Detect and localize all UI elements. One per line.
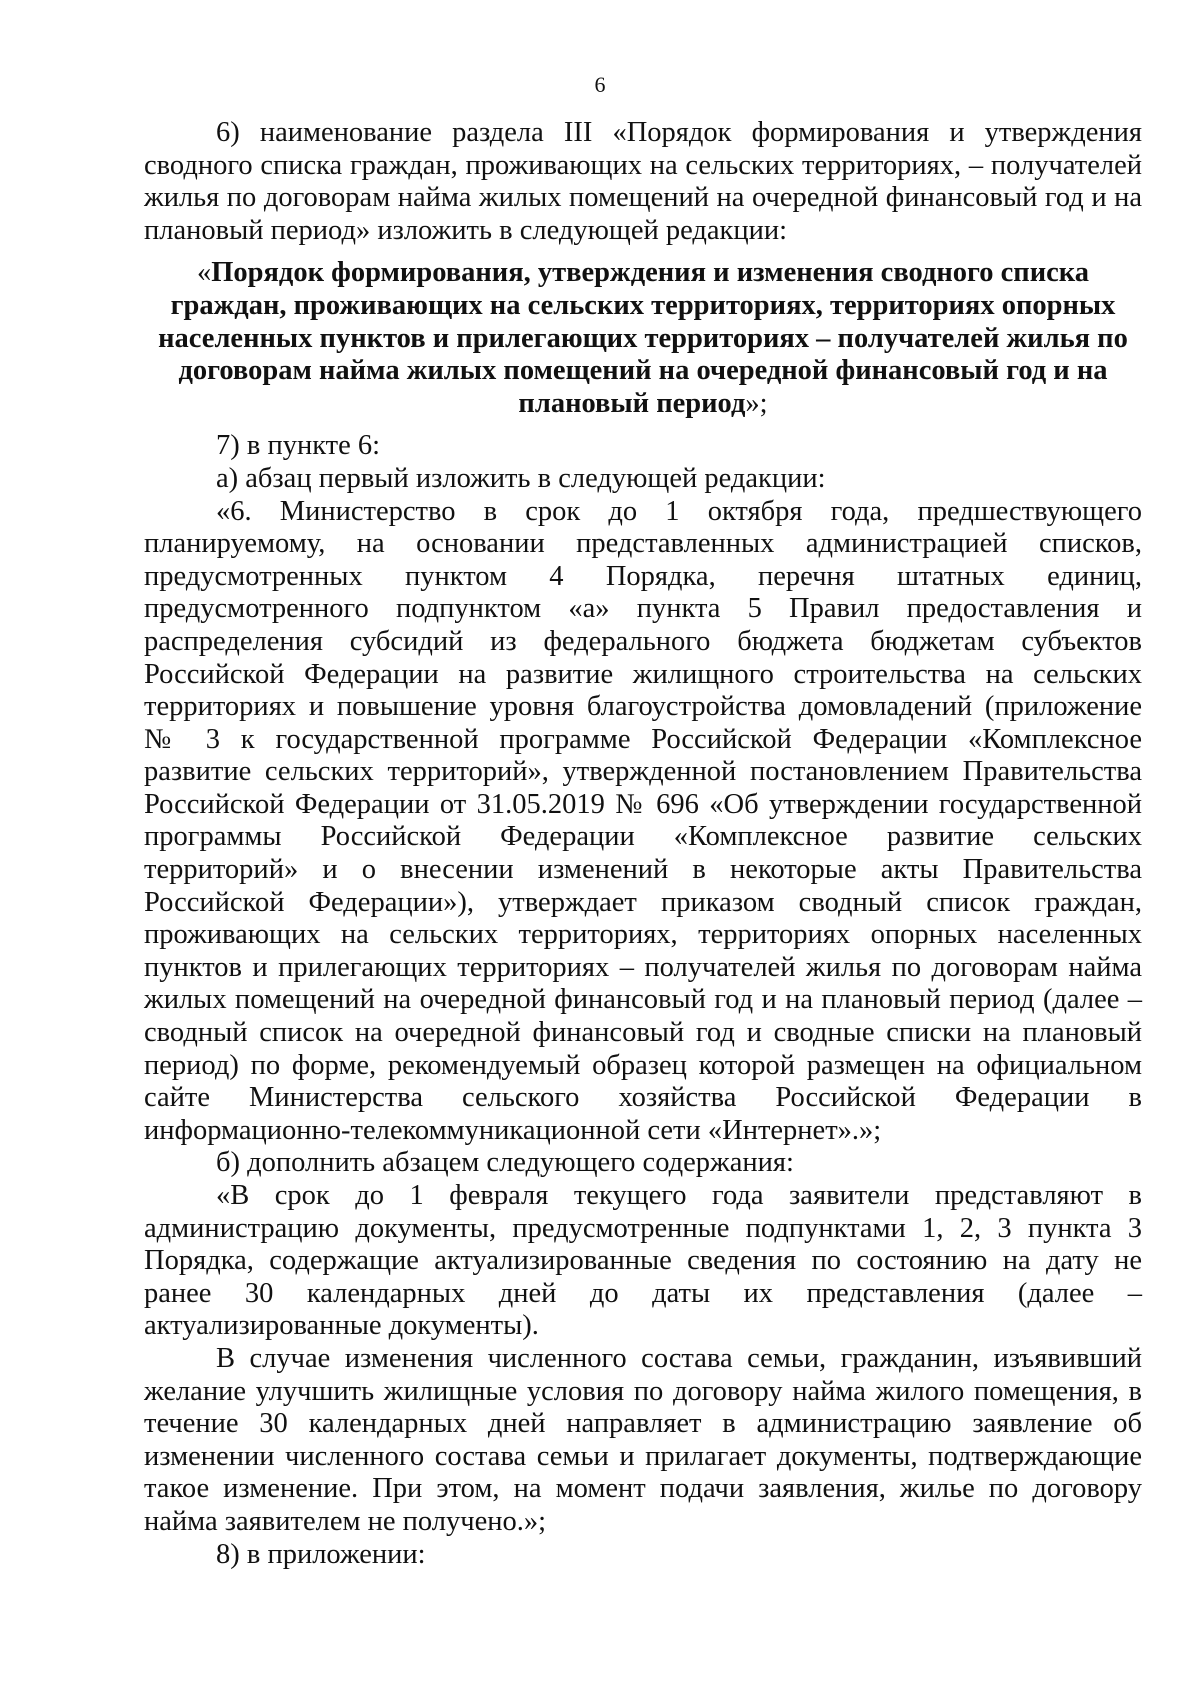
title-close-quote: »;	[745, 387, 768, 419]
title-open-quote: «	[196, 257, 212, 289]
paragraph-family-change: В случае изменения численного состава семьи, гражданин, изъявивший желание улучшить жилищные условия по договору найма жилого помещения, в течение 30 календарных дней направляет в администрацию заявление об изменении численного состава семьи и прилагает документы, подтверждающие такое изменение. При этом, на момент подачи заявления, жилье по договору найма заявителем не получено.»;	[144, 1342, 1142, 1537]
paragraph-subitem-a: а) абзац первый изложить в следующей редакции:	[216, 462, 826, 494]
paragraph-item-7: 7) в пункте 6:	[216, 430, 381, 462]
paragraph-subitem-b: б) дополнить абзацем следующего содержания:	[216, 1147, 794, 1179]
section-title	[144, 257, 1142, 420]
paragraph-item-8: 8) в приложении:	[216, 1538, 426, 1570]
document-body	[144, 117, 1142, 1571]
paragraph-quoted-item-6: «6. Министерство в срок до 1 октября года, предшествующего планируемому, на основании представленных администрацией списков, предусмотренных пунктом 4 Порядка, перечня штатных единиц, предусмотренного подпунктом «а» пункта 5 Правил предоставления и распределения субсидий из федерального бюджета бюджетам субъектов Российской Федерации на развитие жилищного строительства на сельских территориях и повышение уровня благоустройства домовладений (приложение № 3 к государственной программе Российской Федерации «Комплексное развитие сельских территорий», утвержденной постановлением Правительства Российской Федерации от 31.05.2019 № 696 «Об утверждении государственной программы Российской Федерации «Комплексное развитие сельских территорий» и о внесении изменений в некоторые акты Правительства Российской Федерации»), утверждает приказом сводный список граждан, проживающих на сельских территориях, территориях опорных населенных пунктов и прилегающих территориях – получателей жилья по договорам найма жилых помещений на очередной финансовый год и на плановый период (далее – сводный список на очередной финансовый год и сводные списки на плановый период) по форме, рекомендуемый образец которой размещен на официальном сайте Министерства сельского хозяйства Российской Федерации в информационно-телекоммуникационной сети «Интернет».»;	[144, 495, 1142, 1146]
paragraph-quoted-new-abzac: «В срок до 1 февраля текущего года заявители представляют в администрацию документы, предусмотренные подпунктами 1, 2, 3 пункта 3 Порядка, содержащие актуализированные сведения по состоянию на дату не ранее 30 календарных дней до даты их представления (далее – актуализированные документы).	[144, 1180, 1142, 1342]
page-number: 6	[594, 72, 606, 97]
title-text: Порядок формирования, утверждения и изменения сводного списка граждан, проживающих на сельских территориях, территориях опорных населенных пунктов и прилегающих территориях – получателей жилья по договорам найма жилых помещений на очередной финансовый год и на плановый период	[158, 257, 1128, 419]
paragraph-item-6: 6) наименование раздела III «Порядок формирования и утверждения сводного списка граждан, проживающих на сельских территориях, – получателей жилья по договорам найма жилых помещений на очередной финансовый год и на плановый период» изложить в следующей редакции:	[144, 117, 1142, 246]
